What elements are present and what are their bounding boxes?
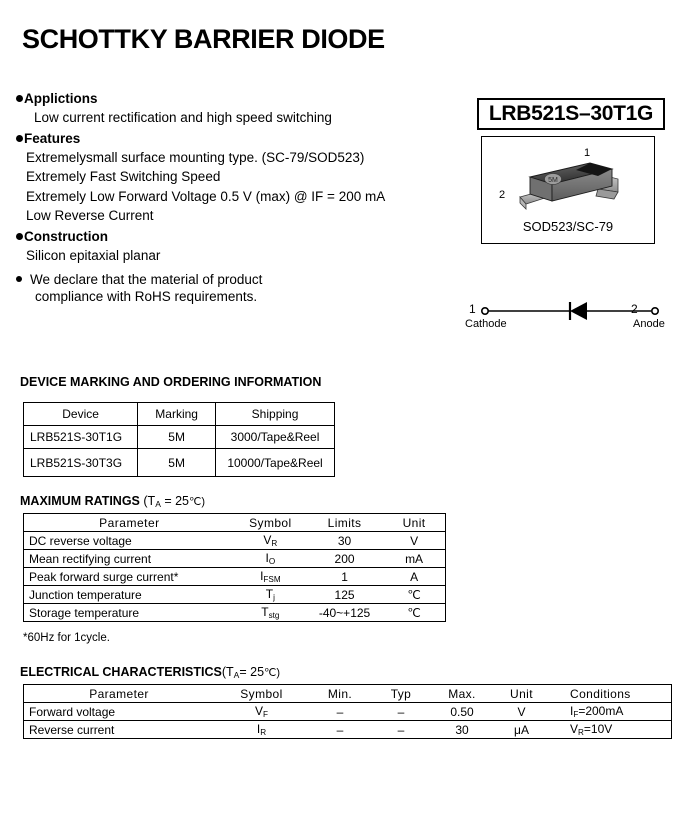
package-pin-2-label: 2 <box>499 189 506 201</box>
cell-limits: 30 <box>306 532 383 550</box>
cell-limits: 200 <box>306 550 383 568</box>
cell-typ: – <box>397 722 405 737</box>
table-row <box>24 586 446 604</box>
rohs-statement <box>16 271 446 305</box>
device-table-heading: DEVICE MARKING AND ORDERING INFORMATION <box>20 375 322 389</box>
max-ratings-footnote: *60Hz for 1cycle. <box>23 632 110 644</box>
features-heading: Features <box>16 129 446 148</box>
package-name-label: SOD523/SC-79 <box>522 219 614 234</box>
package-pin-1-label: 1 <box>584 147 591 159</box>
cell-parameter: Junction temperature <box>24 586 235 604</box>
sod523-package-drawing <box>506 157 630 219</box>
cell-unit: mA <box>383 550 445 568</box>
features-line-2: Extremely Fast Switching Speed <box>26 169 221 184</box>
applications-heading: Applictions <box>16 89 446 108</box>
schematic-pin-1-number: 1 <box>469 302 476 316</box>
schematic-anode-label: Anode <box>633 318 665 330</box>
cell-marking: 5M <box>138 426 216 449</box>
cell-parameter: Reverse current <box>29 722 115 737</box>
cell-parameter: DC reverse voltage <box>24 532 235 550</box>
cell-parameter: Storage temperature <box>29 605 140 620</box>
column-header-conditions: Conditions <box>550 685 672 703</box>
diode-schematic-symbol <box>465 300 680 340</box>
diode-symbol-icon <box>479 300 679 322</box>
table-header-row <box>24 685 672 703</box>
column-header-marking: Marking <box>138 403 216 426</box>
cell-limits: 1 <box>306 568 383 586</box>
svg-text:5M: 5M <box>548 177 558 184</box>
maximum-ratings-table <box>23 513 446 622</box>
cell-unit: V <box>493 703 550 721</box>
cell-unit: A <box>383 568 445 586</box>
cell-max: 0.50 <box>431 703 493 721</box>
part-number-text: LRB521S–30T1G <box>488 102 654 125</box>
table-row <box>24 426 335 449</box>
table-row <box>24 703 672 721</box>
bullet-icon <box>16 233 23 240</box>
column-header-shipping: Shipping <box>216 403 335 426</box>
cell-min: – <box>336 722 344 737</box>
cell-symbol: $I_O$ <box>235 550 306 568</box>
cell-symbol: $V_F$ <box>214 703 309 721</box>
bullet-icon <box>16 276 22 282</box>
left-content-column <box>16 88 446 305</box>
page-title: SCHOTTKY BARRIER DIODE <box>22 24 385 54</box>
column-header-limits: Limits <box>306 514 383 532</box>
applications-line-1: Low current rectification and high speed switching <box>34 110 332 125</box>
construction-line-1: Silicon epitaxial planar <box>26 247 161 263</box>
cell-shipping: 3000/Tape&Reel <box>216 426 335 449</box>
cell-symbol: $I_{FSM}$ <box>235 568 306 586</box>
rohs-line-2: compliance with RoHS requirements. <box>35 289 258 304</box>
schematic-pin-2-number: 2 <box>631 302 638 316</box>
table-row <box>24 449 335 477</box>
column-header-symbol: Symbol <box>214 685 309 703</box>
electrical-characteristics-heading: ELECTRICAL $CHARACTERISTICS(T_A=$ 25℃) <box>20 665 281 681</box>
cell-unit: ℃ <box>383 586 445 604</box>
features-line-3: Extremely Low Forward Voltage 0.5 V (max) @ IF = 200 mA <box>26 188 386 204</box>
cell-unit: V <box>383 532 445 550</box>
column-header-min: Min. <box>309 685 371 703</box>
cell-limits: -40~+125 <box>318 605 371 620</box>
cell-limits: 125 <box>306 586 383 604</box>
features-line-4: Low Reverse Current <box>26 208 154 223</box>
cell-parameter: Mean rectifying current <box>24 550 235 568</box>
cell-unit: μA <box>514 722 529 737</box>
table-row <box>24 532 446 550</box>
column-header-parameter: Parameter <box>24 685 215 703</box>
schematic-cathode-label: Cathode <box>465 318 507 330</box>
cell-min: – <box>309 703 371 721</box>
cell-typ: – <box>371 703 431 721</box>
max-ratings-heading: MAXIMUM RATINGS ($T_A$ = 25℃) <box>20 494 206 510</box>
cell-unit: ℃ <box>407 605 421 620</box>
table-row <box>24 550 446 568</box>
device-ordering-table <box>23 402 335 477</box>
cell-conditions: $V_R=10V$ <box>570 721 613 738</box>
column-header-typ: Typ <box>371 685 431 703</box>
cell-max: 30 <box>455 722 469 737</box>
package-illustration-box <box>481 136 655 244</box>
column-header-symbol: Symbol <box>235 514 306 532</box>
table-row <box>24 568 446 586</box>
column-header-device: Device <box>24 403 138 426</box>
features-line-1: Extremelysmall surface mounting type. (SC-79/SOD523) <box>26 149 365 165</box>
part-number-box <box>477 98 665 130</box>
cell-device: LRB521S-30T3G <box>24 449 138 477</box>
table-row <box>24 721 672 739</box>
cell-symbol: $I_R$ <box>256 721 267 738</box>
construction-heading: Construction <box>16 227 446 246</box>
electrical-characteristics-table <box>23 684 672 739</box>
bullet-icon <box>16 95 23 102</box>
cell-symbol: $T_j$ <box>235 586 306 604</box>
cell-shipping: 10000/Tape&Reel <box>227 455 323 470</box>
cell-symbol: $V_R$ <box>235 532 306 550</box>
cell-marking: 5M <box>138 449 216 477</box>
column-header-unit: Unit <box>493 685 550 703</box>
column-header-unit: Unit <box>383 514 445 532</box>
cell-symbol: $T_{stg}$ <box>261 604 280 621</box>
table-header-row <box>24 514 446 532</box>
cell-parameter: Forward voltage <box>24 703 215 721</box>
table-header-row <box>24 403 335 426</box>
column-header-max: Max. <box>431 685 493 703</box>
table-row <box>24 604 446 622</box>
cell-conditions: $I_F=200mA$ <box>550 703 672 721</box>
column-header-parameter: Parameter <box>24 514 235 532</box>
cell-device: LRB521S-30T1G <box>24 426 138 449</box>
rohs-line-1: We declare that the material of product <box>30 272 263 287</box>
cell-parameter: Peak forward surge current* <box>24 568 235 586</box>
bullet-icon <box>16 135 23 142</box>
